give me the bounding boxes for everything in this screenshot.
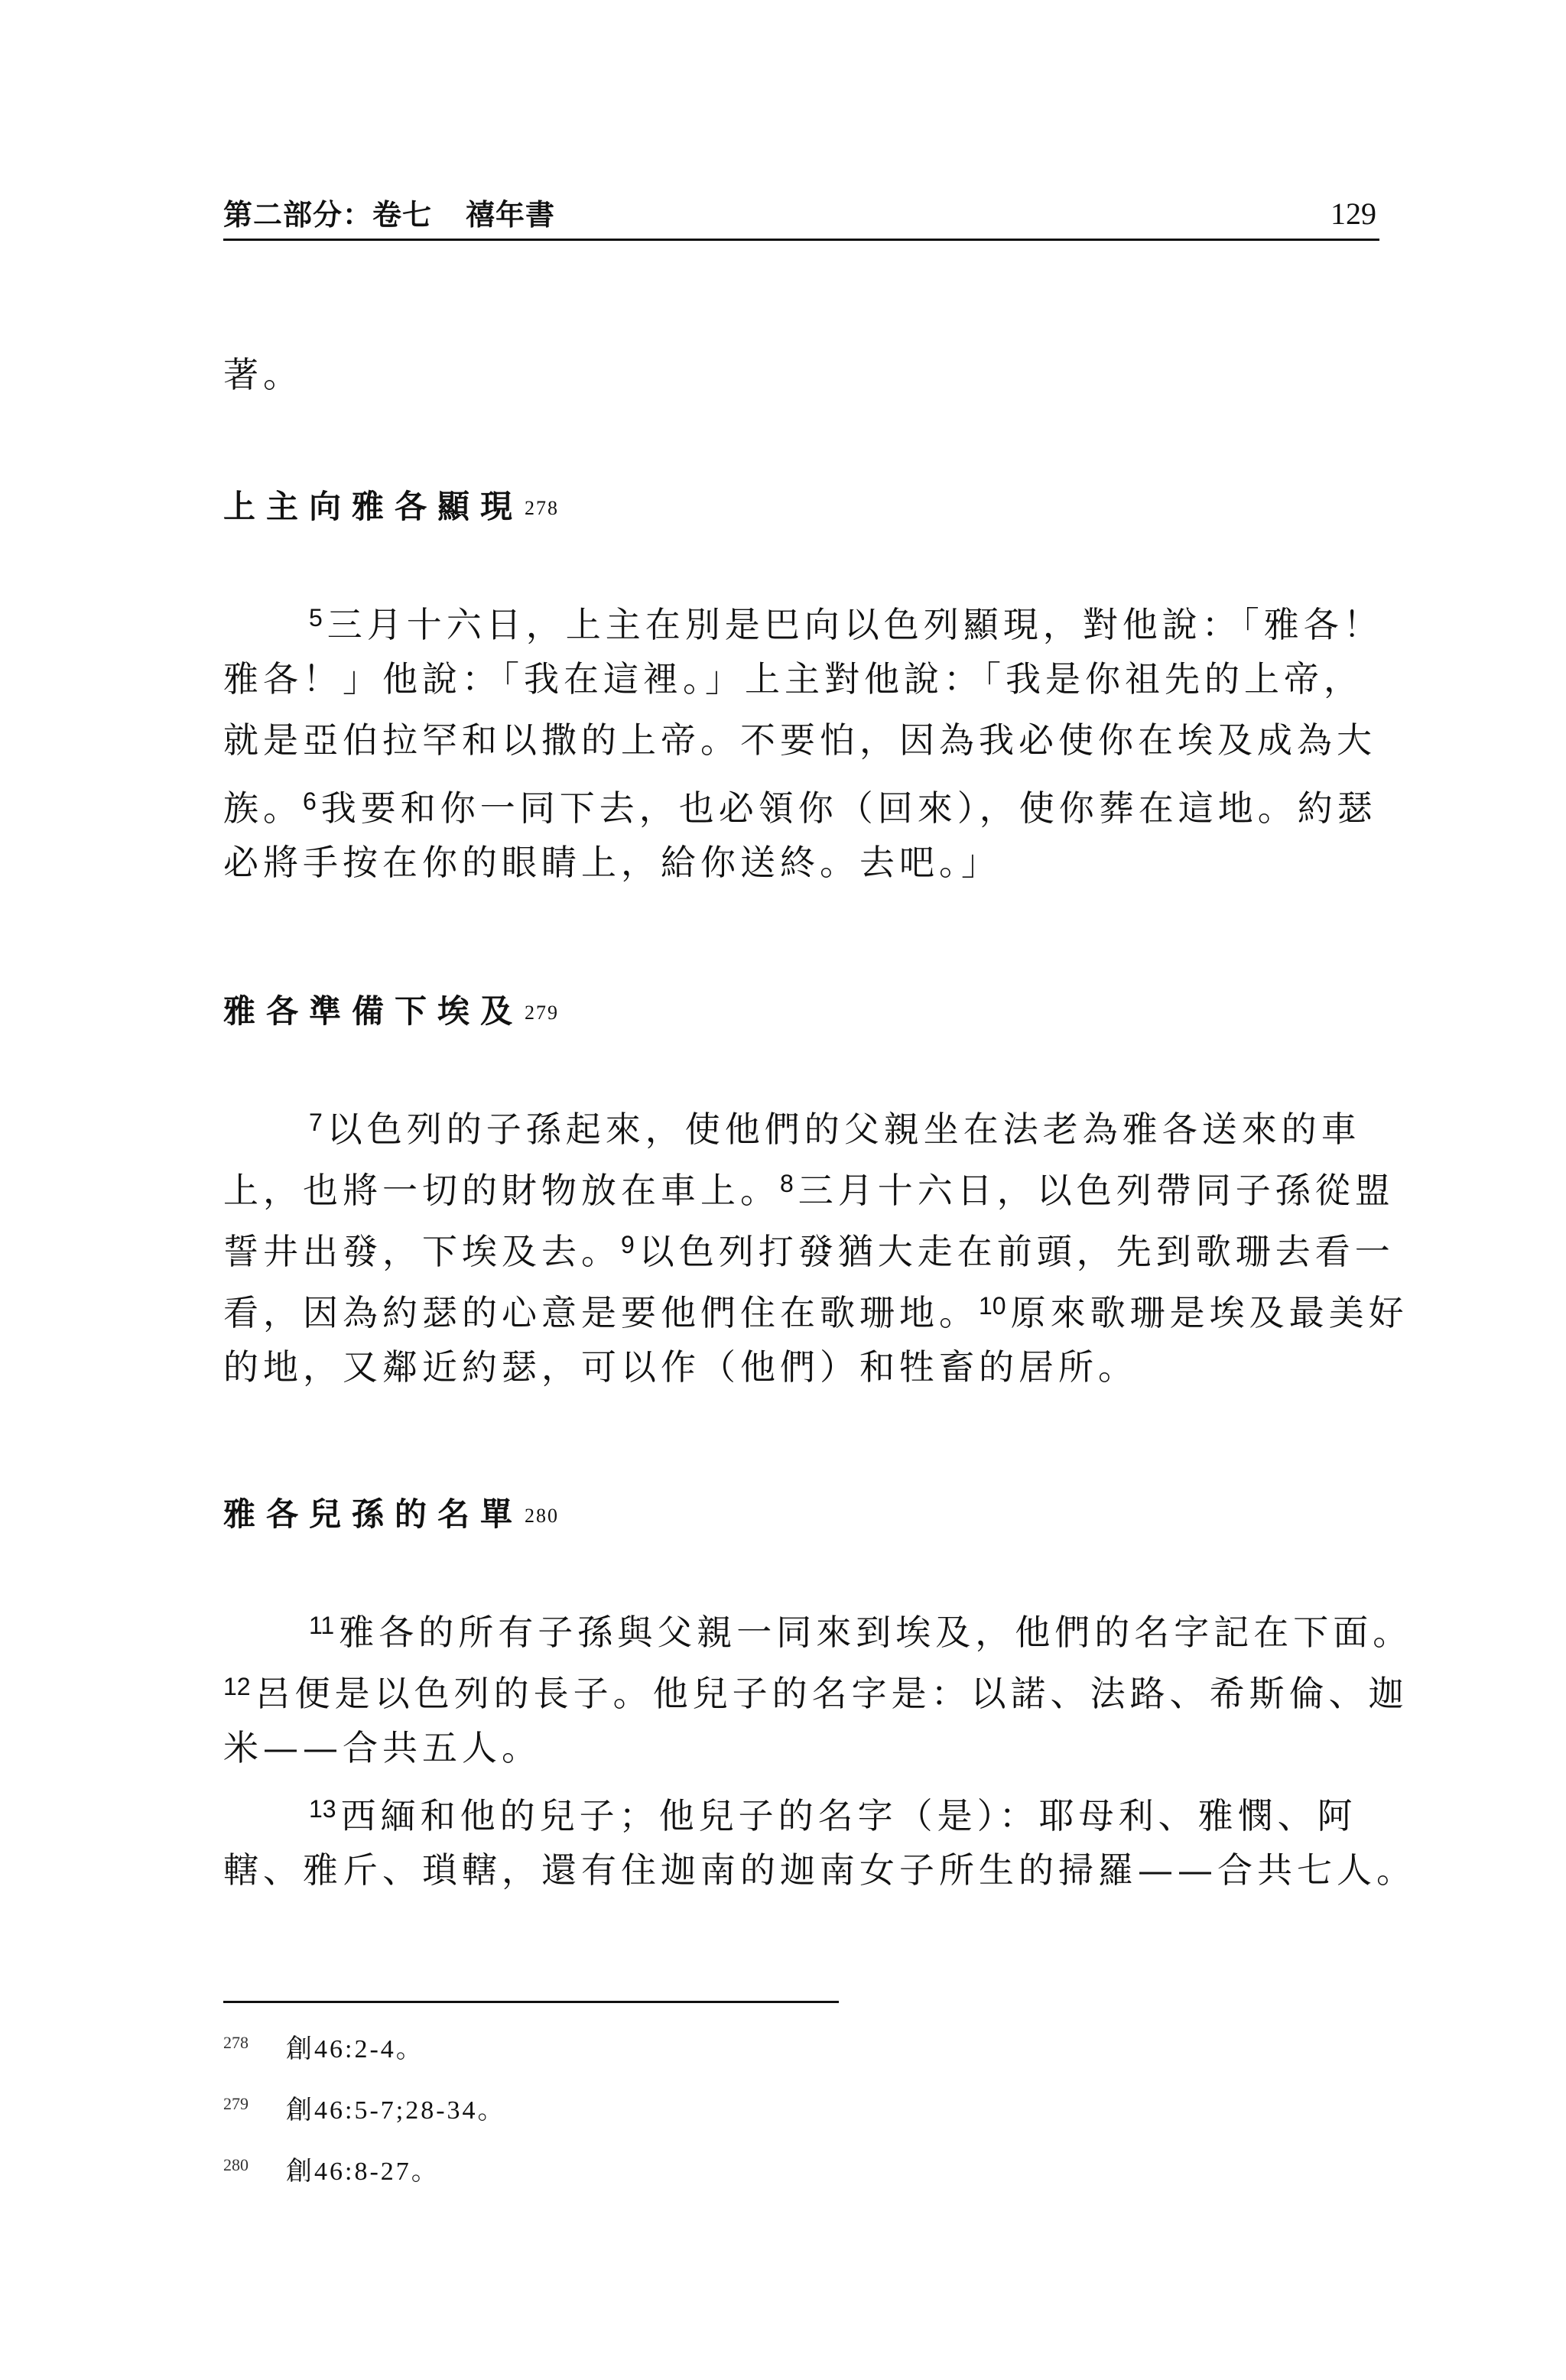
footnote-text: 創46:8-27。 [286, 2158, 440, 2186]
section-paragraph [223, 1595, 1416, 1901]
verse-number: 13 [309, 1795, 336, 1823]
running-header [223, 190, 1379, 241]
footnote-text: 創46:5-7;28-34。 [286, 2096, 506, 2125]
footnote-number: 278 [223, 2033, 249, 2052]
footnote-reference: 278 [525, 497, 560, 519]
section-heading [223, 1489, 559, 1535]
verse-number: 7 [309, 1109, 323, 1136]
section-heading-text: 雅各兒孫的名單 [223, 1495, 524, 1533]
header-title [223, 191, 555, 233]
footnote-number: 279 [223, 2094, 249, 2113]
paragraph-line: 族。$^6$ 我要和你一同下去，也必領你（回來），使你葬在這地。約瑟 [223, 787, 1377, 829]
footnote-number: 280 [223, 2155, 249, 2174]
footnote [223, 2089, 506, 2126]
footnote-divider [223, 2001, 839, 2003]
verse-number: 11 [309, 1612, 335, 1639]
paragraph-line: $^{13}$ 西緬和他的兒子；他兒子的名字（是）：耶母利、雅憫、阿 [309, 1795, 1357, 1836]
section-paragraph [223, 1092, 1408, 1398]
verse-number: 10 [979, 1292, 1006, 1320]
paragraph-line: 看，因為約瑟的心意是要他們住在歌珊地。$^{10}$ 原來歌珊是埃及最美好 [223, 1292, 1408, 1333]
paragraph-line: 轄、雅斤、瑣轄，還有住迦南的迦南女子所生的掃羅——合共七人。 [223, 1849, 1416, 1891]
paragraph-line: 誓井出發，下埃及去。$^9$ 以色列打發猶大走在前頭，先到歌珊去看一 [223, 1231, 1395, 1272]
paragraph-line: 著。 [223, 354, 303, 395]
paragraph-line: $^{12}$ 呂便是以色列的長子。他兒子的名字是：以諾、法路、希斯倫、迦 [223, 1673, 1408, 1714]
paragraph-line: $^5$ 三月十六日，上主在別是巴向以色列顯現，對他說：「雅各！ [309, 604, 1383, 645]
footnote-reference: 279 [525, 1002, 560, 1024]
header-book: 禧年書 [466, 198, 556, 232]
paragraph-line: 的地，又鄰近約瑟，可以作（他們）和牲畜的居所。 [223, 1346, 1138, 1388]
section-heading-text: 雅各準備下埃及 [223, 992, 524, 1030]
footnote-reference: 280 [525, 1505, 560, 1527]
verse-number: 5 [309, 604, 323, 632]
page-number: 129 [1330, 196, 1376, 231]
footnote-text: 創46:2-4。 [286, 2035, 424, 2063]
section-heading-text: 上主向雅各顯現 [223, 488, 524, 525]
intro-paragraph [223, 344, 1386, 405]
paragraph-line: 米——合共五人。 [223, 1727, 541, 1768]
header-section: 第二部分：卷七 [223, 198, 433, 232]
paragraph-line: 雅各！」他說：「我在這裡。」上主對他說：「我是你祖先的上帝， [223, 658, 1363, 700]
paragraph-line: $^7$ 以色列的子孫起來，使他們的父親坐在法老為雅各送來的車 [309, 1109, 1361, 1150]
verse-number: 6 [303, 787, 317, 815]
verse-number: 12 [223, 1673, 251, 1700]
paragraph-line: 上，也將一切的財物放在車上。$^8$ 三月十六日，以色列帶同子孫從盟 [223, 1170, 1395, 1211]
footnote [223, 2028, 424, 2065]
verse-number: 9 [621, 1231, 635, 1258]
footnote [223, 2150, 440, 2187]
paragraph-line: 就是亞伯拉罕和以撒的上帝。不要怕，因為我必使你在埃及成為大 [223, 719, 1376, 761]
paragraph-line: $^{11}$ 雅各的所有子孫與父親一同來到埃及，他們的名字記在下面。 [309, 1612, 1413, 1653]
section-paragraph [223, 587, 1386, 893]
verse-number: 8 [780, 1170, 794, 1197]
section-heading [223, 482, 559, 528]
paragraph-line: 必將手按在你的眼睛上，給你送終。去吧。」 [223, 842, 1001, 883]
section-heading [223, 986, 559, 1032]
